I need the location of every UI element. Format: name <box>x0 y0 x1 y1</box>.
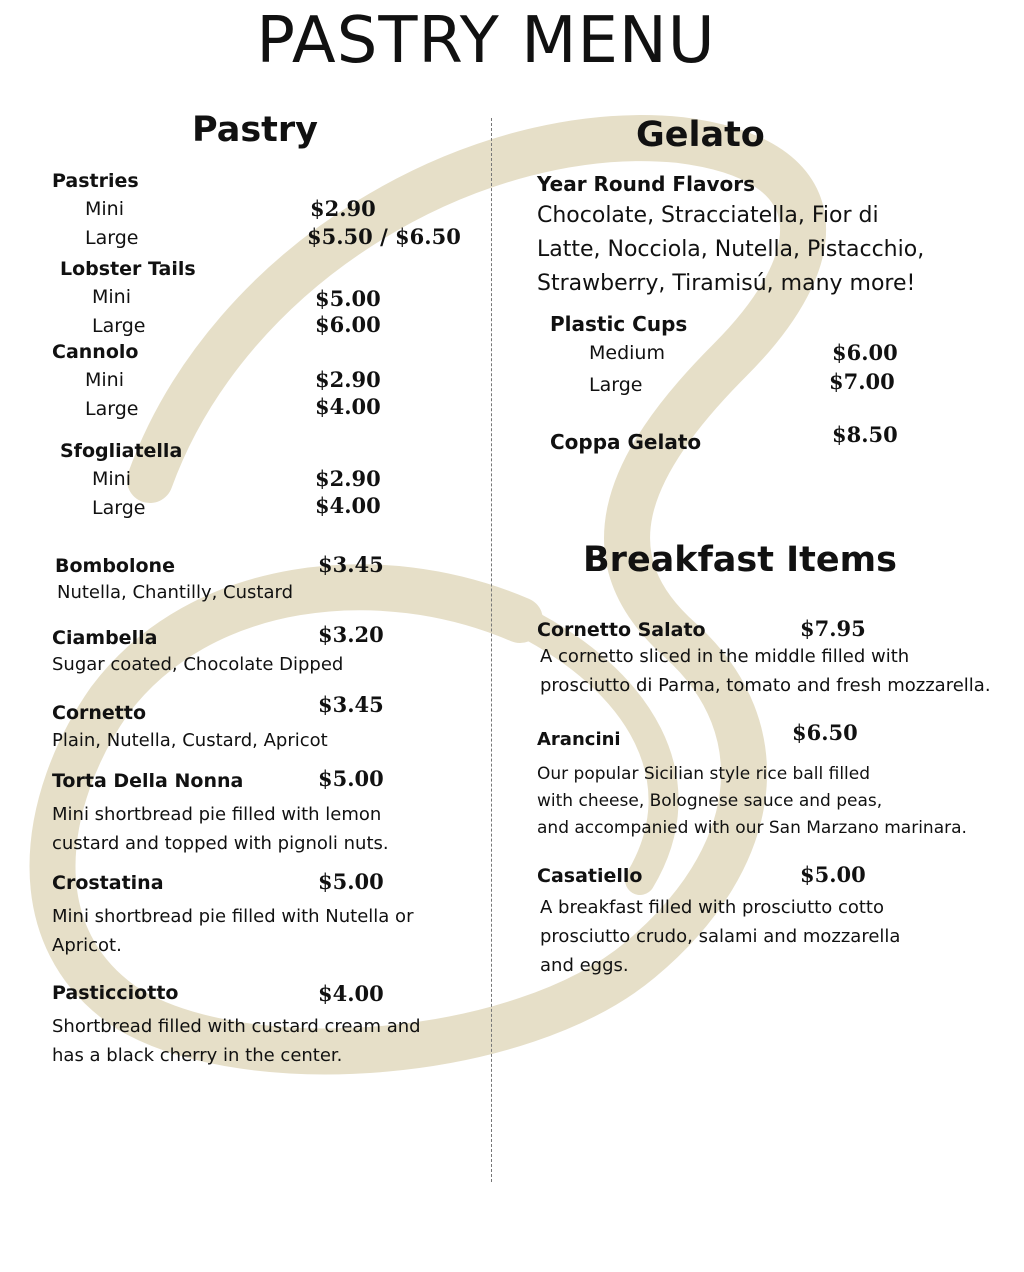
pasticciotto-name: Pasticciotto <box>52 982 179 1004</box>
sfogliatella-name: Sfogliatella <box>60 440 183 462</box>
cannolo-large-label: Large <box>85 398 139 420</box>
coppa-gelato-price: $8.50 <box>832 422 898 447</box>
arancini-desc-line1: Our popular Sicilian style rice ball filled <box>537 764 871 784</box>
ciambella-price: $3.20 <box>318 622 384 647</box>
cannolo-mini-price: $2.90 <box>315 367 381 392</box>
ciambella-name: Ciambella <box>52 627 158 649</box>
page-title: PASTRY MENU <box>256 4 716 78</box>
casatiello-price: $5.00 <box>800 862 866 887</box>
arancini-desc-line2: with cheese, Bolognese sauce and peas, <box>537 791 883 811</box>
breakfast-heading: Breakfast Items <box>583 540 897 580</box>
cornetto-name: Cornetto <box>52 702 146 724</box>
year-round-heading: Year Round Flavors <box>537 172 755 196</box>
casatiello-desc-line2: prosciutto crudo, salami and mozzarella <box>540 926 901 947</box>
lobster-large-label: Large <box>92 315 146 337</box>
pastries-large-price: $5.50 / $6.50 <box>307 224 461 249</box>
cannolo-large-price: $4.00 <box>315 394 381 419</box>
torta-price: $5.00 <box>318 766 384 791</box>
sfogliatella-mini-price: $2.90 <box>315 466 381 491</box>
pastries-large-label: Large <box>85 227 139 249</box>
pasticciotto-desc-line2: has a black cherry in the center. <box>52 1045 343 1066</box>
lobster-mini-label: Mini <box>92 286 131 308</box>
torta-desc-line2: custard and topped with pignoli nuts. <box>52 833 389 854</box>
arancini-name: Arancini <box>537 729 621 750</box>
crostatina-desc-line2: Apricot. <box>52 935 122 956</box>
crostatina-name: Crostatina <box>52 872 164 894</box>
arancini-desc-line3: and accompanied with our San Marzano marinara. <box>537 818 967 838</box>
bombolone-price: $3.45 <box>318 552 384 577</box>
lobster-mini-price: $5.00 <box>315 286 381 311</box>
coppa-gelato-name: Coppa Gelato <box>550 430 702 454</box>
plastic-cups-heading: Plastic Cups <box>550 312 688 336</box>
torta-desc-line1: Mini shortbread pie filled with lemon <box>52 804 382 825</box>
casatiello-desc-line3: and eggs. <box>540 955 629 976</box>
crostatina-price: $5.00 <box>318 869 384 894</box>
cornetto-price: $3.45 <box>318 692 384 717</box>
ciambella-desc: Sugar coated, Chocolate Dipped <box>52 654 344 675</box>
large-cup-price: $7.00 <box>829 369 895 394</box>
cornetto-salato-desc-line1: A cornetto sliced in the middle filled with <box>540 646 910 667</box>
pastries-mini-label: Mini <box>85 198 124 220</box>
sfogliatella-large-label: Large <box>92 497 146 519</box>
arancini-price: $6.50 <box>792 720 858 745</box>
gelato-heading: Gelato <box>636 115 765 155</box>
crostatina-desc-line1: Mini shortbread pie filled with Nutella or <box>52 906 414 927</box>
cornetto-salato-desc-line2: prosciutto di Parma, tomato and fresh mozzarella. <box>540 675 991 696</box>
sfogliatella-mini-label: Mini <box>92 468 131 490</box>
sfogliatella-large-price: $4.00 <box>315 493 381 518</box>
pastries-mini-price: $2.90 <box>310 196 376 221</box>
pasticciotto-price: $4.00 <box>318 981 384 1006</box>
bombolone-name: Bombolone <box>55 555 175 577</box>
casatiello-name: Casatiello <box>537 865 643 887</box>
cornetto-desc: Plain, Nutella, Custard, Apricot <box>52 730 328 751</box>
cornetto-salato-price: $7.95 <box>800 616 866 641</box>
flavors-line3: Strawberry, Tiramisú, many more! <box>537 271 916 296</box>
bombolone-desc: Nutella, Chantilly, Custard <box>57 582 294 603</box>
casatiello-desc-line1: A breakfast filled with prosciutto cotto <box>540 897 885 918</box>
flavors-line1: Chocolate, Stracciatella, Fior di <box>537 203 879 228</box>
lobster-tails-name: Lobster Tails <box>60 258 196 280</box>
flavors-line2: Latte, Nocciola, Nutella, Pistacchio, <box>537 237 925 262</box>
torta-name: Torta Della Nonna <box>52 770 244 792</box>
pastries-name: Pastries <box>52 170 139 192</box>
medium-cup-label: Medium <box>589 342 665 364</box>
large-cup-label: Large <box>589 374 643 396</box>
column-divider <box>491 118 492 1182</box>
cannolo-name: Cannolo <box>52 341 139 363</box>
lobster-large-price: $6.00 <box>315 312 381 337</box>
pastry-heading: Pastry <box>192 110 318 150</box>
pasticciotto-desc-line1: Shortbread filled with custard cream and <box>52 1016 421 1037</box>
cannolo-mini-label: Mini <box>85 369 124 391</box>
medium-cup-price: $6.00 <box>832 340 898 365</box>
cornetto-salato-name: Cornetto Salato <box>537 619 706 641</box>
